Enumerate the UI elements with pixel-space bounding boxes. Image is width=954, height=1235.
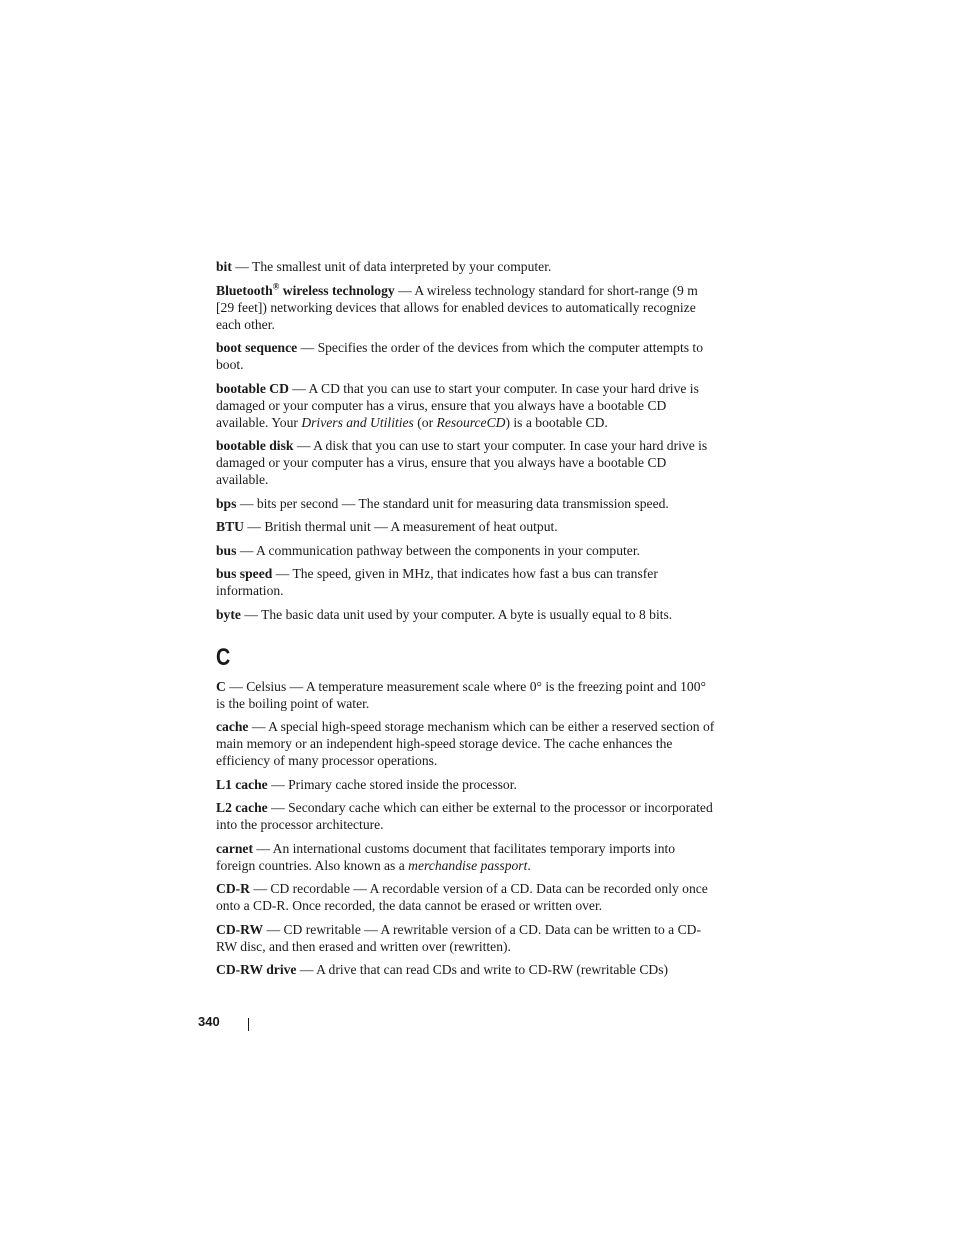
registered-mark: ® bbox=[272, 280, 280, 291]
glossary-definition: — Secondary cache which can either be external to the processor or incorporated into the processor architecture. bbox=[216, 800, 713, 832]
glossary-entries-c bbox=[216, 678, 716, 979]
glossary-page-body bbox=[216, 258, 716, 985]
glossary-term: C bbox=[216, 678, 226, 694]
glossary-definition: — A special high-speed storage mechanism which can be either a reserved section of main memory or an independent high-speed storage device. The cache enhances the efficiency of many processor operations. bbox=[216, 719, 715, 768]
glossary-definition: — British thermal unit — A measurement of heat output. bbox=[243, 519, 558, 534]
glossary-term: L2 cache bbox=[216, 800, 268, 815]
glossary-definition: — CD rewritable — A rewritable version of a CD. Data can be written to a CD-RW disc, and then erased and written over (rewritten). bbox=[216, 921, 701, 954]
glossary-entry bbox=[216, 282, 716, 333]
glossary-definition: — bits per second — The standard unit for measuring data transmission speed. bbox=[236, 495, 669, 511]
glossary-definition: — An international customs document that facilitates temporary imports into foreign countries. Also known as a merchandise passport. bbox=[216, 840, 676, 873]
glossary-definition: — Primary cache stored inside the processor. bbox=[267, 776, 517, 792]
glossary-definition: — A wireless technology standard for short-range (9 m [29 feet]) networking devices that allows for enabled devices to automatically recognize each other. bbox=[216, 282, 698, 332]
glossary-term: CD-RW drive bbox=[216, 962, 297, 977]
glossary-entry bbox=[216, 495, 716, 512]
glossary-term: bps bbox=[216, 495, 237, 511]
glossary-entry bbox=[216, 437, 716, 488]
glossary-term: bit bbox=[216, 259, 232, 274]
glossary-entry bbox=[216, 718, 716, 769]
glossary-term: cache bbox=[216, 719, 249, 734]
glossary-entry bbox=[216, 840, 716, 874]
glossary-definition: — The basic data unit used by your computer. A byte is usually equal to 8 bits. bbox=[240, 606, 673, 622]
glossary-entry bbox=[216, 542, 716, 559]
glossary-entry bbox=[216, 565, 716, 599]
glossary-term: L1 cache bbox=[216, 776, 268, 792]
glossary-term: BTU bbox=[216, 519, 244, 534]
glossary-term: bus speed bbox=[216, 566, 273, 581]
page-number: 340 bbox=[198, 1014, 220, 1029]
glossary-entry bbox=[216, 678, 716, 712]
glossary-term: boot sequence bbox=[216, 340, 298, 355]
section-heading-c: C bbox=[216, 643, 231, 671]
glossary-term: Bluetooth® wireless technology bbox=[216, 280, 395, 298]
glossary-definition: — A communication pathway between the components in your computer. bbox=[236, 542, 640, 558]
glossary-definition: — The speed, given in MHz, that indicates how fast a bus can transfer information. bbox=[216, 566, 658, 598]
glossary-definition: — Specifies the order of the devices from which the computer attempts to boot. bbox=[216, 340, 703, 372]
glossary-term: bootable CD bbox=[216, 380, 289, 396]
glossary-term: byte bbox=[216, 606, 241, 622]
glossary-entry bbox=[216, 339, 716, 373]
glossary-term: bootable disk bbox=[216, 438, 294, 453]
glossary-entry bbox=[216, 606, 716, 623]
glossary-definition: — A drive that can read CDs and write to CD-RW (rewritable CDs) bbox=[296, 962, 669, 977]
glossary-definition: — Celsius — A temperature measurement scale where 0° is the freezing point and 100° is the boiling point of water. bbox=[216, 678, 706, 711]
glossary-entry bbox=[216, 921, 716, 955]
glossary-term: bus bbox=[216, 542, 237, 558]
footer-divider bbox=[248, 1018, 249, 1031]
glossary-entries-b bbox=[216, 258, 716, 623]
glossary-entry bbox=[216, 518, 716, 535]
glossary-term: CD-R bbox=[216, 881, 250, 896]
glossary-entry bbox=[216, 799, 716, 833]
glossary-definition: — A disk that you can use to start your computer. In case your hard drive is damaged or your computer has a virus, ensure that you always have a bootable CD available. bbox=[216, 438, 708, 487]
glossary-definition: — The smallest unit of data interpreted by your computer. bbox=[231, 259, 552, 274]
glossary-entry bbox=[216, 776, 716, 793]
glossary-definition: — CD recordable — A recordable version of a CD. Data can be recorded only once onto a CD-R. Once recorded, the data cannot be erased or written over. bbox=[216, 881, 708, 913]
glossary-term: CD-RW bbox=[216, 921, 264, 937]
glossary-entry bbox=[216, 380, 716, 431]
glossary-entry bbox=[216, 880, 716, 914]
glossary-entry bbox=[216, 258, 716, 275]
glossary-entry bbox=[216, 961, 716, 978]
glossary-term: carnet bbox=[216, 840, 253, 856]
glossary-definition: — A CD that you can use to start your computer. In case your hard drive is damaged or your computer has a virus, ensure that you always have a bootable CD available. Your Drivers and Utilities (or ResourceCD) is a bootable CD. bbox=[216, 380, 699, 430]
